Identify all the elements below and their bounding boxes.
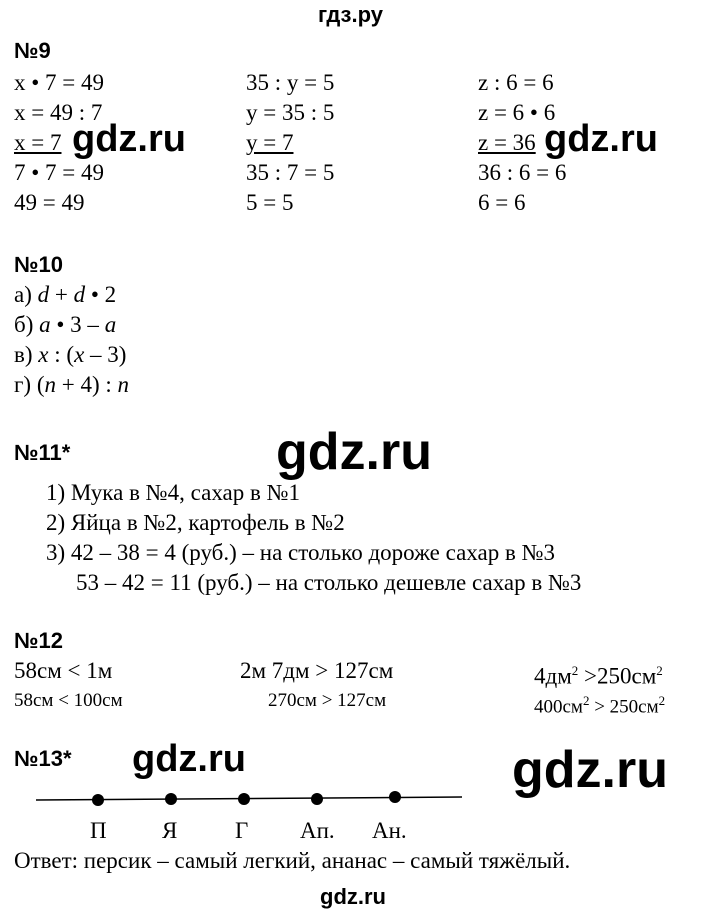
task9-col3-answer: z = 36 [478, 130, 536, 155]
task12-row1-c-right: >250см [584, 663, 657, 689]
task9-col3-line2: z = 6 • 6 [478, 100, 556, 125]
label-ap: Ап. [300, 818, 335, 843]
task9-col3-line4: 36 : 6 = 6 [478, 160, 567, 185]
task13-title: №13* [14, 746, 72, 771]
task11-line1: 1) Мука в №4, сахар в №1 [46, 480, 301, 505]
task9-col1-line5: 49 = 49 [14, 190, 85, 215]
task11-line4: 53 – 42 = 11 (руб.) – на столько дешевле сахар в №3 [76, 570, 582, 595]
label-ya: Я [162, 818, 178, 843]
task11-line2: 2) Яйца в №2, картофель в №2 [46, 510, 345, 535]
task12-row1-c [534, 658, 663, 690]
task12-row2-c-sup2: 2 [658, 693, 666, 708]
watermark-logo-3: gdz.ru [276, 423, 432, 481]
task12-row1-b: 2м 7дм > 127см [240, 658, 394, 683]
task9-col1-answer: x = 7 [14, 130, 62, 155]
label-g: Г [235, 818, 249, 843]
task12-row2-c [534, 688, 665, 720]
task10-title: №10 [14, 252, 63, 277]
task9-col2-line4: 35 : 7 = 5 [246, 160, 335, 185]
task10-item-d: г) (n + 4) : n [14, 372, 130, 397]
watermark-logo-2: gdz.ru [544, 118, 658, 160]
point-p [92, 794, 104, 806]
task9-col1-line4: 7 • 7 = 49 [14, 160, 105, 185]
point-an [389, 791, 401, 803]
task12-row1-a: 58см < 1м [14, 658, 113, 683]
watermark-logo-1: gdz.ru [72, 118, 186, 160]
task9-col3-line1: z : 6 = 6 [478, 70, 554, 95]
point-g [238, 793, 250, 805]
task9-col1-line1: x • 7 = 49 [14, 70, 105, 95]
task9-col2-line5: 5 = 5 [246, 190, 294, 215]
task12-title: №12 [14, 628, 63, 653]
task9-col2-answer: y = 7 [246, 130, 294, 155]
task10-item-c: в) x : (x – 3) [14, 342, 127, 367]
task12-row2-a: 58см < 100см [14, 690, 123, 711]
label-p: П [90, 818, 107, 843]
site-footer: gdz.ru [320, 884, 386, 909]
task12-row1-c-left: 4дм [534, 663, 572, 689]
task10-item-a: а) d + d • 2 [14, 282, 117, 307]
task12-row2-c-sup1: 2 [582, 693, 590, 708]
watermark-logo-5: gdz.ru [512, 741, 668, 799]
task10-item-b: б) a • 3 – a [14, 312, 117, 337]
watermark-logo-4: gdz.ru [132, 738, 246, 780]
number-line [0, 790, 720, 840]
task11-title: №11* [14, 440, 71, 465]
task9-col2-line2: y = 35 : 5 [246, 100, 335, 125]
point-ap [311, 793, 323, 805]
task9-title: №9 [14, 38, 51, 63]
task11-line3: 3) 42 – 38 = 4 (руб.) – на столько дороже сахар в №3 [46, 540, 556, 565]
site-header: гдз.ру [318, 2, 383, 27]
task12-row2-c-right: > 250см [589, 696, 659, 718]
task12-row1-c-sup1: 2 [571, 663, 579, 678]
label-an: Ан. [372, 818, 407, 843]
task9-col2-line1: 35 : y = 5 [246, 70, 335, 95]
task9-col1-line2: x = 49 : 7 [14, 100, 103, 125]
task12-row2-c-left: 400см [534, 696, 583, 718]
task12-row1-c-sup2: 2 [656, 663, 663, 678]
point-ya [165, 793, 177, 805]
task9-col3-line5: 6 = 6 [478, 190, 526, 215]
task12-row2-b: 270см > 127см [268, 690, 387, 711]
task13-answer: Ответ: персик – самый легкий, ананас – самый тяжёлый. [14, 848, 571, 873]
